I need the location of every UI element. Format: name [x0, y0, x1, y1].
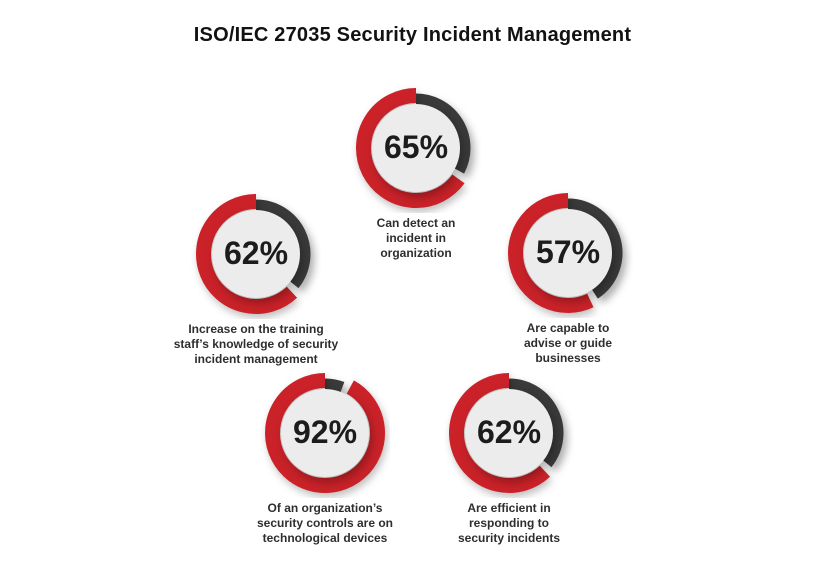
- caption-line: technological devices: [262, 531, 388, 545]
- caption-line: Are capable to: [526, 321, 610, 335]
- caption-line: Are efficient in: [467, 501, 551, 515]
- caption-line: Increase on the training: [188, 322, 324, 336]
- caption-line: incident in: [386, 231, 446, 245]
- donut-remainder-arc: [325, 384, 342, 387]
- caption-line: security controls are on: [256, 516, 394, 530]
- donut-caption: [146, 322, 366, 367]
- donut-caption: [458, 321, 678, 366]
- donut-percent-value: 57%: [535, 234, 601, 270]
- caption-line: advise or guide: [523, 336, 613, 350]
- donut-caption: [399, 501, 619, 546]
- donut-chart: [503, 188, 633, 318]
- caption-line: responding to: [469, 516, 549, 530]
- donut-chart: [260, 368, 390, 498]
- caption-line: businesses: [535, 351, 601, 365]
- caption-line: security incidents: [457, 531, 561, 545]
- donut-unit-responding-incidents: [399, 368, 619, 546]
- donut-percent-value: 62%: [223, 235, 289, 271]
- donut-percent-value: 92%: [292, 414, 358, 450]
- donut-unit-advise-businesses: [458, 188, 678, 366]
- caption-line: organization: [380, 246, 452, 260]
- caption-line: Can detect an: [376, 216, 456, 230]
- caption-line: Of an organization’s: [267, 501, 383, 515]
- donut-chart: [444, 368, 574, 498]
- donut-chart: [191, 189, 321, 319]
- donut-unit-training-knowledge: [146, 189, 366, 367]
- donut-percent-value: 65%: [383, 129, 449, 165]
- caption-line: incident management: [194, 352, 318, 366]
- donut-percent-value: 62%: [476, 414, 542, 450]
- page-title: ISO/IEC 27035 Security Incident Management: [193, 24, 632, 46]
- caption-line: staff’s knowledge of security: [173, 337, 339, 351]
